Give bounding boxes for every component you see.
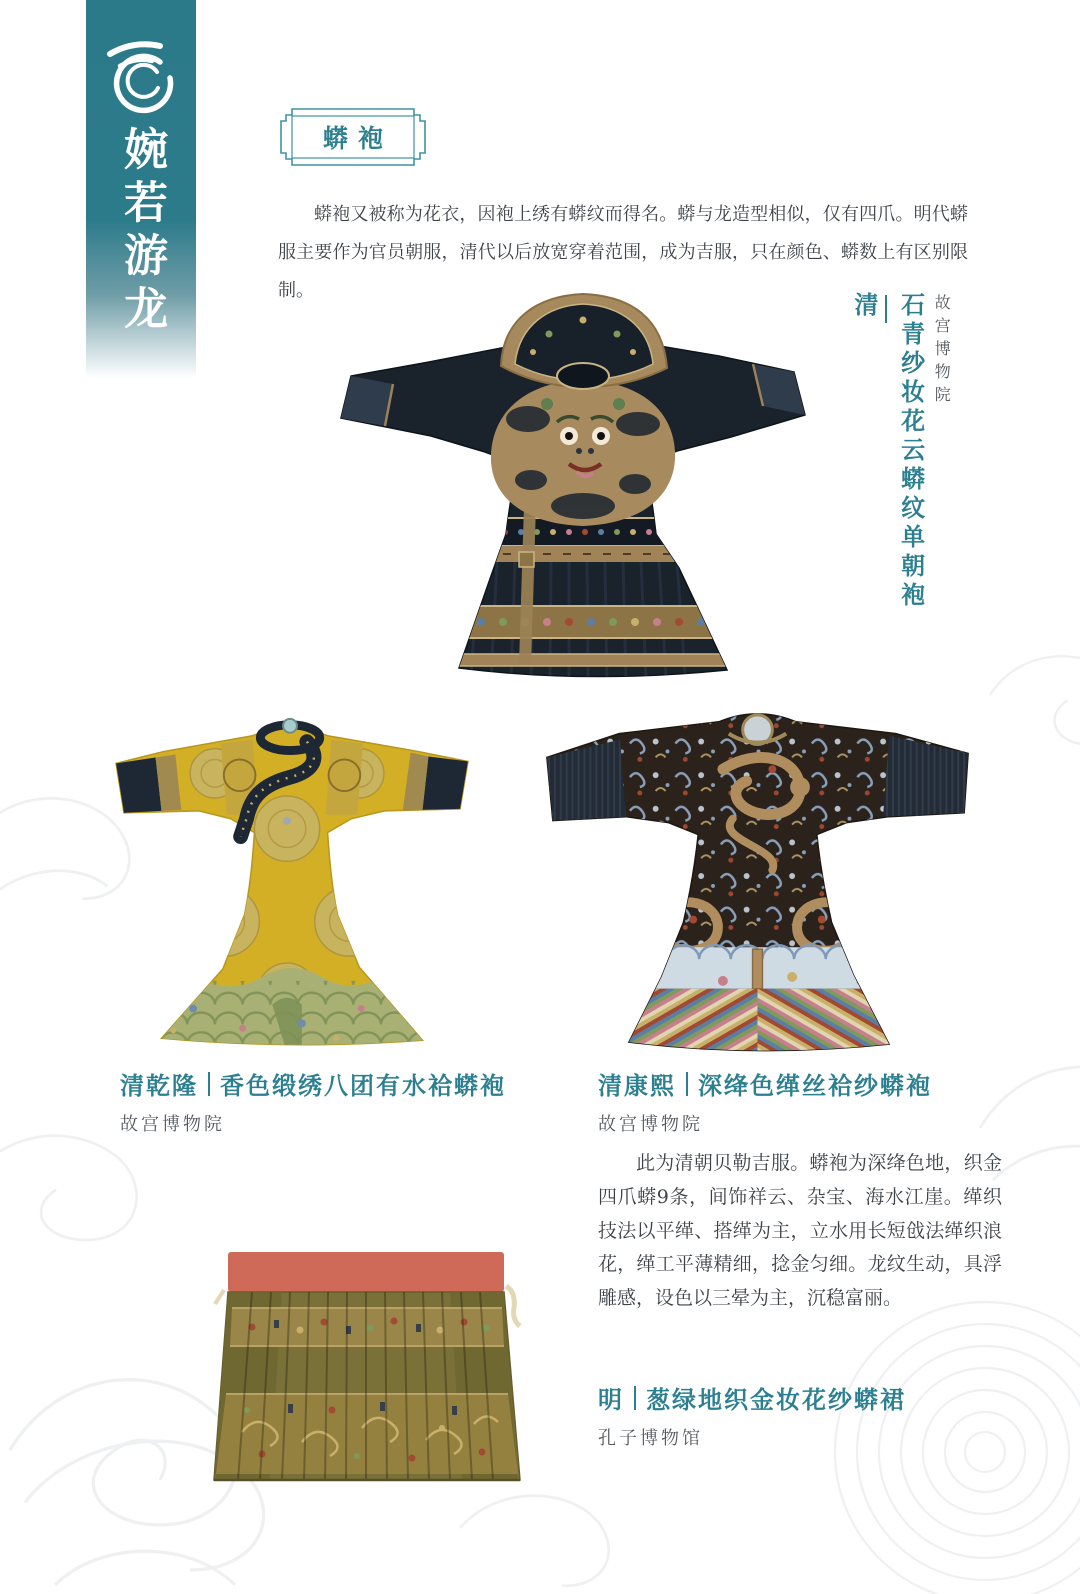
caption-featured [852, 292, 950, 611]
artifact-name: 香色缎绣八团有水袷蟒袍 [220, 1072, 506, 1100]
artifact-museum: 故宫博物院 [932, 294, 952, 409]
caption-divider [686, 1072, 688, 1096]
section-title: 蟒袍 [322, 124, 393, 153]
artifact-name: 深绛色缂丝袷纱蟒袍 [698, 1072, 932, 1100]
robe-photo-right [535, 700, 980, 1058]
artifact-name: 石青纱妆花云蟒纹单朝袍 [896, 292, 925, 611]
robe-photo-left [104, 712, 480, 1058]
artifact-era: 明 [598, 1386, 624, 1414]
caption-right [598, 1066, 932, 1136]
dragon-swirl-icon [102, 26, 180, 116]
caption-bottom [598, 1380, 906, 1450]
caption-divider [885, 295, 887, 323]
artifact-museum: 故宫博物院 [598, 1114, 703, 1135]
caption-left [120, 1066, 506, 1136]
intro-paragraph: 蟒袍又被称为花衣，因袍上绣有蟒纹而得名。蟒与龙造型相似，仅有四爪。明代蟒服主要作为官员朝服，清代以后放宽穿着范围，成为吉服，只在颜色、蟒数上有区别限制。 [278, 204, 968, 301]
artifact-era: 清乾隆 [120, 1072, 198, 1100]
artifact-era: 清 [850, 292, 878, 316]
robe-photo-featured [332, 284, 814, 684]
banner-motto: 婉若游龙 [116, 126, 167, 338]
side-banner [86, 0, 196, 378]
caption-title [598, 1066, 932, 1101]
artifact-museum: 故宫博物院 [120, 1114, 225, 1135]
artifact-museum: 孔子博物馆 [598, 1428, 703, 1449]
section-title-plaque [278, 106, 428, 168]
artifact-description: 此为清朝贝勒吉服。蟒袍为深绛色地，织金四爪蟒9条，间饰祥云、杂宝、海水江崖。缂织技法以平缂、搭缂为主，立水用长短戗法缂织浪花，缂工平薄精细，捻金匀细。龙纹生动，具浮雕感，设色以三晕为主，沉稳富丽。 [598, 1152, 1002, 1310]
caption-divider [634, 1386, 636, 1410]
caption-title [120, 1066, 506, 1101]
caption-title [598, 1380, 906, 1415]
caption-divider [208, 1072, 210, 1096]
skirt-photo [212, 1242, 524, 1487]
artifact-era: 清康熙 [598, 1072, 676, 1100]
artifact-name: 葱绿地织金妆花纱蟒裙 [646, 1386, 906, 1414]
